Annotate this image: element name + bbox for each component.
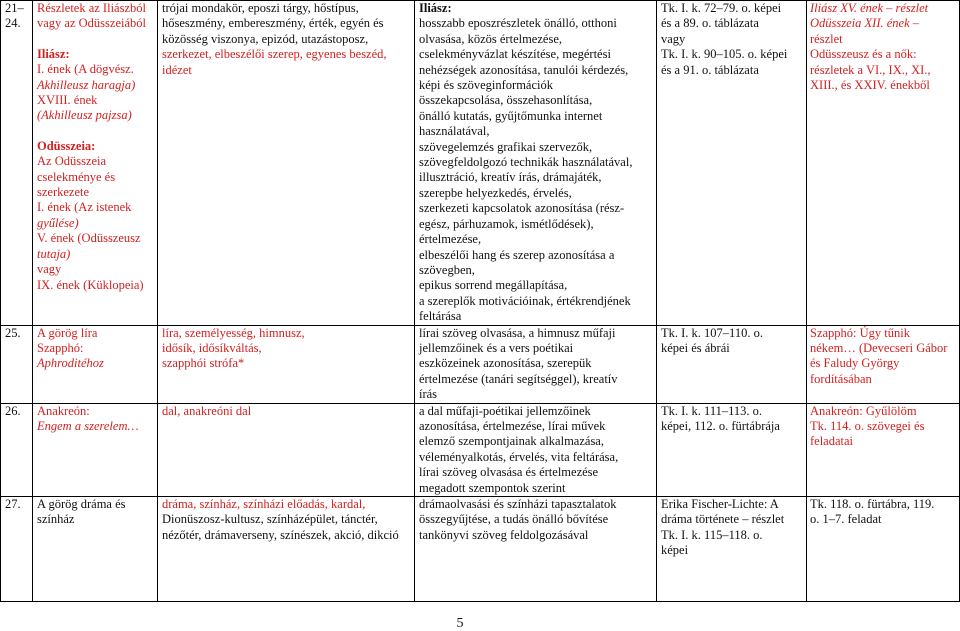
cell-line: közösség viszonya, epizód, utazástoposz, [162, 31, 369, 46]
lesson-number-cell [1, 325, 33, 403]
cell-line: részlet [810, 31, 843, 46]
lesson-number-cell [1, 403, 33, 496]
reading-cell [807, 1, 960, 326]
cell-line: lírai szöveg olvasása, a himnusz műfaji [419, 325, 616, 340]
cell-line: hosszabb eposzrészletek önálló, otthoni [419, 16, 617, 31]
cell-line: XVIII. ének [37, 93, 98, 108]
concepts-cell [158, 497, 415, 602]
cell-line: vagy [37, 262, 62, 277]
cell-line: képi és szöveginformációk [419, 78, 553, 93]
cell-line: o. 1–7. feladat [810, 512, 882, 527]
cell-line: idősík, idősíkváltás, [162, 340, 262, 355]
cell-line: Aphroditéhoz [37, 356, 104, 371]
cell-line: Odüsszeia XII. ének – [810, 16, 919, 31]
table-row [1, 1, 960, 326]
cell-line: képei és ábrái [661, 340, 730, 355]
cell-line: olvasása, közös értelmezése, [419, 31, 562, 46]
cell-line: Tk. 114. o. szövegei és [810, 418, 925, 433]
cell-line: Iliász: [37, 46, 70, 61]
cell-line: dal, anakreóni dal [162, 403, 252, 418]
cell-line: szerkezet, elbeszélői szerep, egyenes beszéd, [162, 47, 387, 62]
activities-cell [415, 325, 657, 403]
cell-line: Anakreón: Gyűlölöm [810, 403, 917, 418]
cell-line: Iliász XV. ének – részlet [810, 1, 929, 15]
cell-line [37, 124, 155, 139]
cell-line: I. ének (A dögvész. [37, 62, 134, 77]
cell-line: tutaja) [37, 246, 71, 261]
concepts-cell [158, 325, 415, 403]
cell-line: értelmezése, [419, 232, 482, 247]
cell-line: összegyűjtése, a tudás önálló bővítése [419, 512, 609, 527]
topic-cell [33, 325, 158, 403]
cell-line: Tk. I. k. 115–118. o. [661, 527, 763, 542]
table-row [1, 325, 960, 403]
cell-line: cselekménye és [37, 169, 116, 184]
cell-line: önálló kutatás, gyűjtőmunka internet [419, 108, 603, 123]
cell-line: a dal műfaji-poétikai jellemzőinek [419, 403, 591, 418]
cell-line: Dionüszosz-kultusz, színházépület, tánctér, [162, 512, 378, 527]
reading-cell [807, 325, 960, 403]
cell-line: szövegelemzés grafikai szervezők, [419, 139, 593, 154]
cell-line: Szapphó: Úgy tűnik [810, 325, 910, 340]
cell-line: (Akhilleusz pajzsa) [37, 108, 132, 123]
topic-cell [33, 1, 158, 326]
cell-line: egész, párhuzamok, ismétlődések), [419, 216, 594, 231]
cell-line: szerkezete [37, 185, 90, 200]
textbook-cell [657, 497, 807, 602]
cell-line: idézet [162, 62, 192, 77]
cell-line: Az Odüsszeia [37, 154, 107, 169]
cell-line: Akhilleusz haragja) [37, 77, 136, 92]
cell-line: Tk. I. k. 90–105. o. képei [661, 47, 788, 62]
lesson-number: 27. [5, 497, 21, 511]
cell-line: A görög dráma és [37, 497, 126, 511]
concepts-cell [158, 403, 415, 496]
cell-line: feladatai [810, 434, 854, 449]
cell-line: és a 89. o. táblázata [661, 16, 759, 31]
cell-line: feltárása [419, 309, 462, 324]
cell-line: epikus sorrend megállapítása, [419, 278, 568, 293]
topic-cell [33, 403, 158, 496]
cell-line: színház [37, 512, 75, 527]
cell-line: szövegfeldolgozó technikák használatával, [419, 155, 633, 170]
cell-line: szövegben, [419, 262, 475, 277]
table-row [1, 403, 960, 496]
cell-line: a szereplők motivációinak, értékrendjének [419, 293, 631, 308]
lesson-number-cell [1, 497, 33, 602]
cell-line: dráma, színház, színházi előadás, kardal, [162, 497, 366, 511]
cell-line: vagy [661, 31, 686, 46]
cell-line: összekapcsolása, összehasonlítása, [419, 93, 593, 108]
activities-cell [415, 1, 657, 326]
cell-line: szerkezeti kapcsolatok azonosítása (rész- [419, 201, 625, 216]
cell-line: dráma története – részlet [661, 512, 785, 527]
textbook-cell [657, 403, 807, 496]
cell-line: véleményalkotás, érvelés, vita feltárása, [419, 449, 619, 464]
textbook-cell [657, 1, 807, 326]
cell-line: jellemzőinek és a vers poétikai [419, 340, 574, 355]
cell-line: írás [419, 387, 438, 402]
cell-line: drámaolvasási és színházi tapasztalatok [419, 497, 617, 511]
cell-line: Odüsszeia: [37, 138, 96, 153]
textbook-cell [657, 325, 807, 403]
cell-line: Erika Fischer-Lichte: A [661, 497, 779, 511]
cell-line: A görög líra [37, 325, 98, 340]
cell-line: Tk. 118. o. fürtábra, 119. [810, 497, 935, 511]
cell-line: Tk. I. k. 111–113. o. [661, 403, 763, 418]
reading-cell [807, 497, 960, 602]
cell-line: és a 91. o. táblázata [661, 62, 759, 77]
cell-line: Anakreón: [37, 403, 90, 418]
cell-line: használatával, [419, 124, 490, 139]
cell-line: eszközeinek azonosítása, szerepük [419, 356, 592, 371]
cell-line: képei [661, 543, 689, 558]
cell-line: hőseszmény, embereszmény, érték, egyén és [162, 16, 384, 31]
lesson-number: 21–24. [5, 1, 24, 31]
topic-cell [33, 497, 158, 602]
cell-line: illusztráció, kreatív írás, drámajáték, [419, 170, 602, 185]
cell-line: Odüsszeusz és a nők: [810, 47, 917, 62]
cell-line: szerepbe helyezkedés, érvelés, [419, 185, 572, 200]
cell-line: képei, 112. o. fürtábrája [661, 418, 780, 433]
cell-line: Iliász: [419, 1, 452, 15]
cell-line [37, 32, 155, 47]
cell-line: nézőtér, drámaverseny, színészek, akció, dikció [162, 527, 399, 542]
cell-line: elemző szempontjainak alkalmazása, [419, 434, 604, 449]
cell-line: szapphói strófa* [162, 356, 245, 371]
cell-line: trójai mondakör, eposzi tárgy, hőstípus, [162, 1, 359, 15]
cell-line: Szapphó: [37, 340, 84, 355]
reading-cell [807, 403, 960, 496]
cell-line: líra, személyesség, himnusz, [162, 325, 305, 340]
cell-line: nékem… (Devecseri Gábor [810, 340, 948, 355]
cell-line: IX. ének (Küklopeia) [37, 277, 144, 292]
lesson-number-cell [1, 1, 33, 326]
cell-line: Tk. I. k. 72–79. o. képei [661, 1, 782, 15]
concepts-cell [158, 1, 415, 326]
table-row [1, 497, 960, 602]
cell-line: cselekményvázlat készítése, megértési [419, 47, 611, 62]
lesson-number: 25. [5, 325, 21, 340]
cell-line: részletek a VI., IX., XI., [810, 62, 931, 77]
lesson-number: 26. [5, 403, 21, 418]
cell-line: V. ének (Odüsszeusz [37, 231, 141, 246]
cell-line: fordításában [810, 371, 872, 386]
cell-line: XIII., és XXIV. énekből [810, 78, 930, 93]
cell-line: lírai szöveg olvasása és értelmezése [419, 465, 599, 480]
cell-line: Tk. I. k. 107–110. o. [661, 325, 763, 340]
activities-cell [415, 497, 657, 602]
cell-line: és Faludy György [810, 356, 900, 371]
cell-line: Engem a szerelem… [37, 418, 139, 433]
cell-line: azonosítása, értelmezése, lírai művek [419, 418, 606, 433]
cell-line: megadott szempontok szerint [419, 480, 566, 495]
cell-line: nehézségek azonosítása, tanulói kérdezés, [419, 62, 629, 77]
cell-line: I. ének (Az istenek [37, 200, 132, 215]
cell-line: Részletek az Iliászból [37, 1, 146, 15]
cell-line: tankönyvi szöveg feldolgozásával [419, 527, 589, 542]
cell-line: elbeszélői hang és szerep azonosítása a [419, 247, 615, 262]
cell-line: értelmezése (tanári segítséggel), kreatív [419, 371, 618, 386]
page-number: 5 [456, 616, 464, 631]
cell-line: gyűlése) [37, 215, 79, 230]
cell-line: vagy az Odüsszeiából [37, 16, 146, 31]
activities-cell [415, 403, 657, 496]
